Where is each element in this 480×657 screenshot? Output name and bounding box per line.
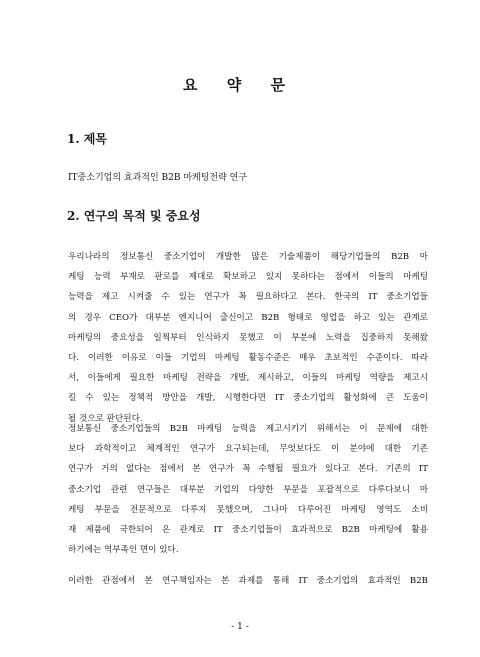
text-line: 우리나라의 정보통신 중소기업이 개발한 많은 기술제품이 해당기업들의 B2B 마 <box>68 252 428 262</box>
text-line: 능력을 제고 시켜줄 수 있는 연구가 꼭 필요하다고 본다. 한국의 IT 중소기업들 <box>68 292 428 303</box>
text-line: 킬 수 있는 정책적 방안을 개발, 시행한다면 IT 중소기업의 활성화에 큰 도움이 <box>68 393 428 404</box>
text-line: 하기에는 역부족인 면이 있다. <box>68 545 179 556</box>
page-number: - 1 - <box>231 622 249 632</box>
subject-line: IT중소기업의 효과적인 B2B 마케팅전략 연구 <box>68 173 248 183</box>
text-line: 연구가 거의 없다는 점에서 본 연구가 꼭 수행될 필요가 있다고 본다. 기존의 IT <box>68 464 428 475</box>
text-line: 다. 이러한 이유로 이들 기업의 마케팅 활동수준은 매우 초보적인 수준이다. 따라 <box>68 353 428 364</box>
paragraph-3 <box>68 571 428 591</box>
text-line: 케팅 부문을 전문적으로 다루지 못했으며, 그나마 다루어진 마케팅 영역도 소비 <box>68 504 428 515</box>
paragraph-2 <box>68 419 428 560</box>
text-line: 의 경우 CEO가 대부분 엔지니어 출신이고 B2B 형태로 영업을 하고 있는 관계로 <box>68 312 428 323</box>
text-line: 보다 과학적이고 체계적인 연구가 요구되는데, 무엇보다도 이 분야에 대한 기존 <box>68 444 428 455</box>
text-line: 이러한 관점에서 본 연구책임자는 본 과제를 통해 IT 중소기업의 효과적인 B2B <box>68 576 428 586</box>
text-line: 중소기업 관련 연구들은 대부분 기업의 다양한 부문을 포괄적으로 다루다보니 마 <box>68 484 428 495</box>
page-title: 요 약 문 <box>183 76 297 94</box>
text-line: 재 제품에 국한되어 온 관계로 IT 중소기업들이 효과적으로 B2B 마케팅에 활용 <box>68 525 428 536</box>
text-line: 케팅 능력 부재로 판로를 제대로 확보하고 있지 못하다는 점에서 이들의 마케팅 <box>68 272 428 283</box>
text-line: 서, 이들에게 필요한 마케팅 전략을 개발, 제시하고, 이들의 마케팅 역량을 제고시 <box>68 373 428 384</box>
text-line: 될 것으로 판단된다. <box>68 413 143 424</box>
section-1-heading: 1. 제목 <box>67 132 107 146</box>
section-2-heading: 2. 연구의 목적 및 중요성 <box>67 209 201 223</box>
paragraph-1 <box>68 247 428 429</box>
text-line: 정보통신 중소기업들의 B2B 마케팅 능력을 제고시키기 위해서는 이 문제에 대한 <box>68 424 428 434</box>
text-line: 마케팅의 중요성을 일찍부터 인식하지 못했고 이 부분에 노력을 집중하지 못해왔 <box>68 332 428 343</box>
